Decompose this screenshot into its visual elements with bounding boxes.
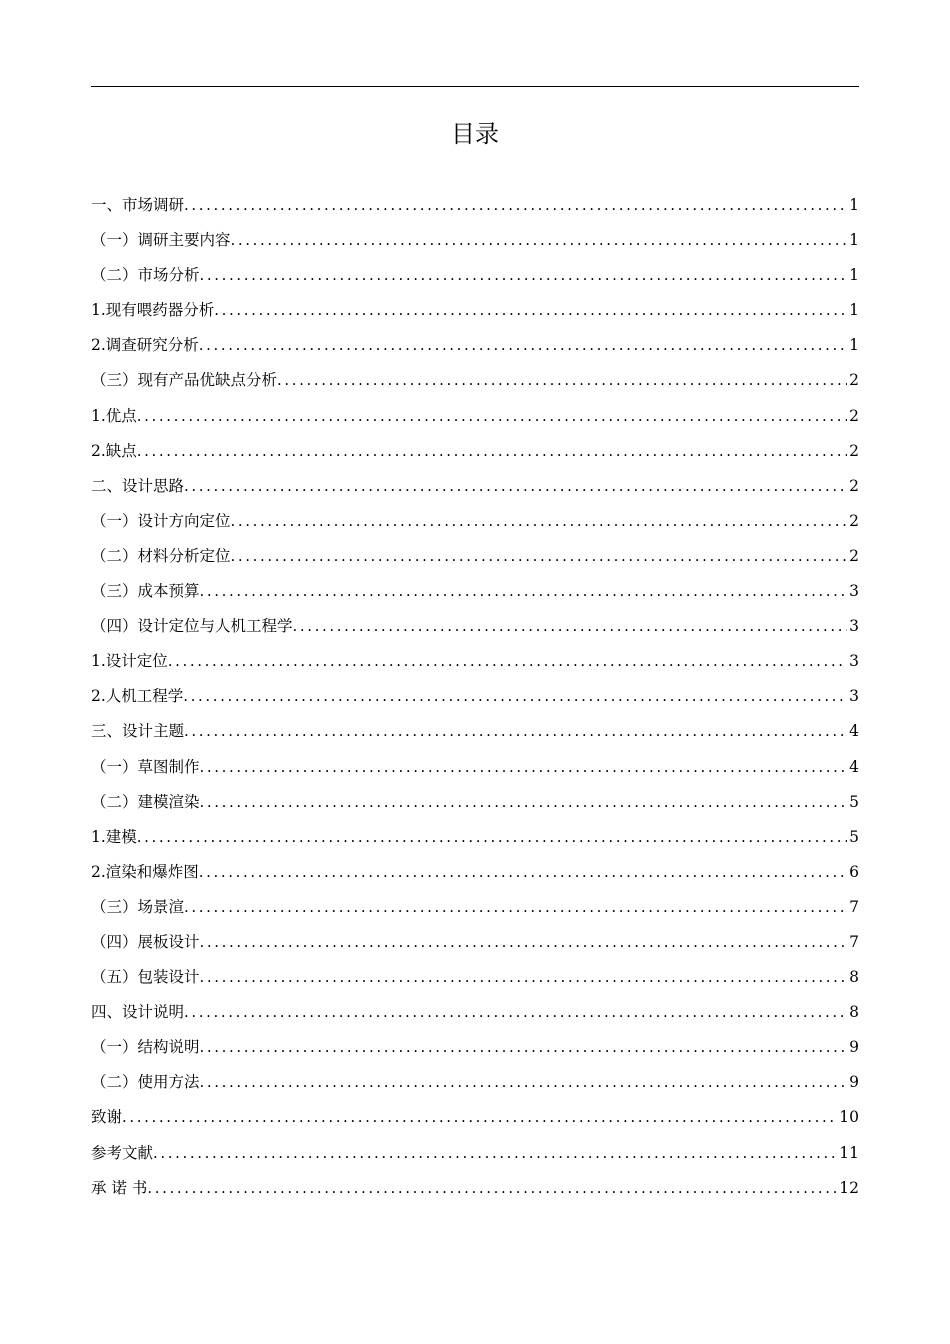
toc-entry-page: 1 bbox=[849, 301, 859, 320]
dot-leader bbox=[137, 434, 847, 469]
toc-entry[interactable] bbox=[91, 469, 859, 504]
dot-leader bbox=[147, 1171, 837, 1206]
toc-entry-label: 参考文献 bbox=[91, 1143, 154, 1162]
toc-entry-page: 1 bbox=[849, 266, 859, 285]
toc-entry[interactable] bbox=[91, 785, 859, 820]
dot-leader bbox=[199, 328, 847, 363]
toc-entry-page: 2 bbox=[849, 371, 859, 390]
toc-entry-page: 1 bbox=[849, 336, 859, 355]
toc-entry-page: 2 bbox=[849, 441, 859, 460]
toc-entry-page: 7 bbox=[849, 932, 859, 951]
toc-entry-label: （一）设计方向定位 bbox=[91, 511, 231, 530]
table-of-contents bbox=[91, 188, 859, 1206]
toc-entry-page: 5 bbox=[849, 792, 859, 811]
toc-entry[interactable] bbox=[91, 1030, 859, 1065]
toc-entry[interactable] bbox=[91, 714, 859, 749]
toc-entry-label: （二）材料分析定位 bbox=[91, 546, 231, 565]
toc-entry-label: （二）使用方法 bbox=[91, 1073, 200, 1092]
toc-entry-label: 二、设计思路 bbox=[91, 476, 185, 495]
toc-entry-page: 6 bbox=[849, 862, 859, 881]
toc-entry[interactable] bbox=[91, 644, 859, 679]
dot-leader bbox=[199, 855, 847, 890]
toc-entry[interactable] bbox=[91, 363, 859, 398]
toc-entry[interactable] bbox=[91, 574, 859, 609]
toc-entry-page: 1 bbox=[849, 196, 859, 214]
toc-entry-label: （二）建模渲染 bbox=[91, 792, 200, 811]
toc-entry[interactable] bbox=[91, 258, 859, 293]
dot-leader bbox=[293, 609, 848, 644]
toc-entry[interactable] bbox=[91, 293, 859, 328]
toc-entry-label: （四）展板设计 bbox=[91, 932, 200, 951]
dot-leader bbox=[153, 1136, 837, 1171]
toc-entry[interactable] bbox=[91, 504, 859, 539]
dot-leader bbox=[137, 399, 847, 434]
toc-entry[interactable] bbox=[91, 539, 859, 574]
toc-entry-page: 2 bbox=[849, 476, 859, 495]
dot-leader bbox=[214, 293, 847, 328]
toc-entry[interactable] bbox=[91, 890, 859, 925]
toc-entry[interactable] bbox=[91, 1136, 859, 1171]
toc-entry-page: 3 bbox=[849, 652, 859, 671]
toc-entry-label: （一）草图制作 bbox=[91, 757, 200, 776]
toc-entry-page: 4 bbox=[849, 757, 859, 776]
toc-entry-label: 承 诺 书 bbox=[91, 1178, 148, 1197]
toc-entry-page: 3 bbox=[849, 582, 859, 601]
dot-leader bbox=[231, 504, 848, 539]
toc-entry-label: （一）结构说明 bbox=[91, 1038, 200, 1057]
toc-entry-label: 2.缺点 bbox=[91, 441, 137, 460]
toc-entry[interactable] bbox=[91, 1100, 859, 1135]
toc-entry[interactable] bbox=[91, 679, 859, 714]
dot-leader bbox=[184, 188, 847, 223]
dot-leader bbox=[200, 785, 848, 820]
dot-leader bbox=[183, 679, 847, 714]
dot-leader bbox=[184, 469, 847, 504]
toc-entry-page: 5 bbox=[849, 827, 859, 846]
toc-entry[interactable] bbox=[91, 1065, 859, 1100]
toc-entry[interactable] bbox=[91, 434, 859, 469]
toc-entry-label: 一、市场调研 bbox=[91, 196, 185, 214]
toc-entry-label: （三）场景渲 bbox=[91, 897, 185, 916]
toc-entry-label: （五）包装设计 bbox=[91, 968, 200, 987]
toc-entry[interactable] bbox=[91, 1171, 859, 1206]
dot-leader bbox=[200, 1065, 848, 1100]
toc-entry-label: 四、设计说明 bbox=[91, 1003, 185, 1022]
toc-entry-page: 2 bbox=[849, 511, 859, 530]
toc-entry-label: 2.调查研究分析 bbox=[91, 336, 199, 355]
dot-leader bbox=[184, 714, 847, 749]
toc-entry[interactable] bbox=[91, 960, 859, 995]
toc-entry-page: 10 bbox=[839, 1108, 859, 1127]
toc-entry-label: 三、设计主题 bbox=[91, 722, 185, 741]
toc-entry[interactable] bbox=[91, 820, 859, 855]
toc-entry-page: 7 bbox=[849, 897, 859, 916]
toc-entry-label: 1.建模 bbox=[91, 827, 137, 846]
toc-entry-page: 3 bbox=[849, 687, 859, 706]
toc-entry[interactable] bbox=[91, 995, 859, 1030]
dot-leader bbox=[200, 574, 848, 609]
dot-leader bbox=[184, 995, 847, 1030]
dot-leader bbox=[200, 960, 848, 995]
toc-entry-label: （一）调研主要内容 bbox=[91, 231, 231, 250]
toc-entry-label: （三）成本预算 bbox=[91, 582, 200, 601]
dot-leader bbox=[200, 258, 848, 293]
toc-entry[interactable] bbox=[91, 925, 859, 960]
dot-leader bbox=[231, 223, 848, 258]
page-title: 目录 bbox=[451, 120, 499, 148]
toc-entry[interactable] bbox=[91, 609, 859, 644]
toc-entry-page: 3 bbox=[849, 617, 859, 636]
toc-entry-label: 2.人机工程学 bbox=[91, 687, 184, 706]
toc-entry[interactable] bbox=[91, 399, 859, 434]
toc-entry-label: （三）现有产品优缺点分析 bbox=[91, 371, 278, 390]
toc-entry-page: 8 bbox=[849, 1003, 859, 1022]
dot-leader bbox=[122, 1100, 837, 1135]
toc-entry-label: （二）市场分析 bbox=[91, 266, 200, 285]
toc-entry-page: 9 bbox=[849, 1038, 859, 1057]
dot-leader bbox=[137, 820, 847, 855]
dot-leader bbox=[277, 363, 847, 398]
toc-entry-label: 致谢 bbox=[91, 1108, 123, 1127]
toc-entry-page: 9 bbox=[849, 1073, 859, 1092]
dot-leader bbox=[231, 539, 848, 574]
toc-entry-label: 1.现有喂药器分析 bbox=[91, 301, 215, 320]
dot-leader bbox=[200, 1030, 848, 1065]
toc-entry[interactable] bbox=[91, 750, 859, 785]
dot-leader bbox=[184, 890, 847, 925]
toc-entry[interactable] bbox=[91, 328, 859, 363]
dot-leader bbox=[200, 925, 848, 960]
toc-entry-page: 2 bbox=[849, 546, 859, 565]
header-rule bbox=[91, 86, 859, 87]
toc-entry[interactable] bbox=[91, 855, 859, 890]
toc-entry[interactable] bbox=[91, 223, 859, 258]
toc-entry-label: 1.优点 bbox=[91, 406, 137, 425]
toc-entry-page: 8 bbox=[849, 968, 859, 987]
toc-entry-page: 2 bbox=[849, 406, 859, 425]
toc-entry[interactable] bbox=[91, 188, 859, 223]
toc-entry-page: 1 bbox=[849, 231, 859, 250]
toc-entry-page: 11 bbox=[839, 1143, 859, 1162]
toc-entry-page: 12 bbox=[839, 1178, 859, 1197]
dot-leader bbox=[200, 750, 848, 785]
toc-entry-label: 2.渲染和爆炸图 bbox=[91, 862, 199, 881]
dot-leader bbox=[168, 644, 847, 679]
toc-entry-page: 4 bbox=[849, 722, 859, 741]
toc-entry-label: （四）设计定位与人机工程学 bbox=[91, 617, 293, 636]
toc-entry-label: 1.设计定位 bbox=[91, 652, 168, 671]
